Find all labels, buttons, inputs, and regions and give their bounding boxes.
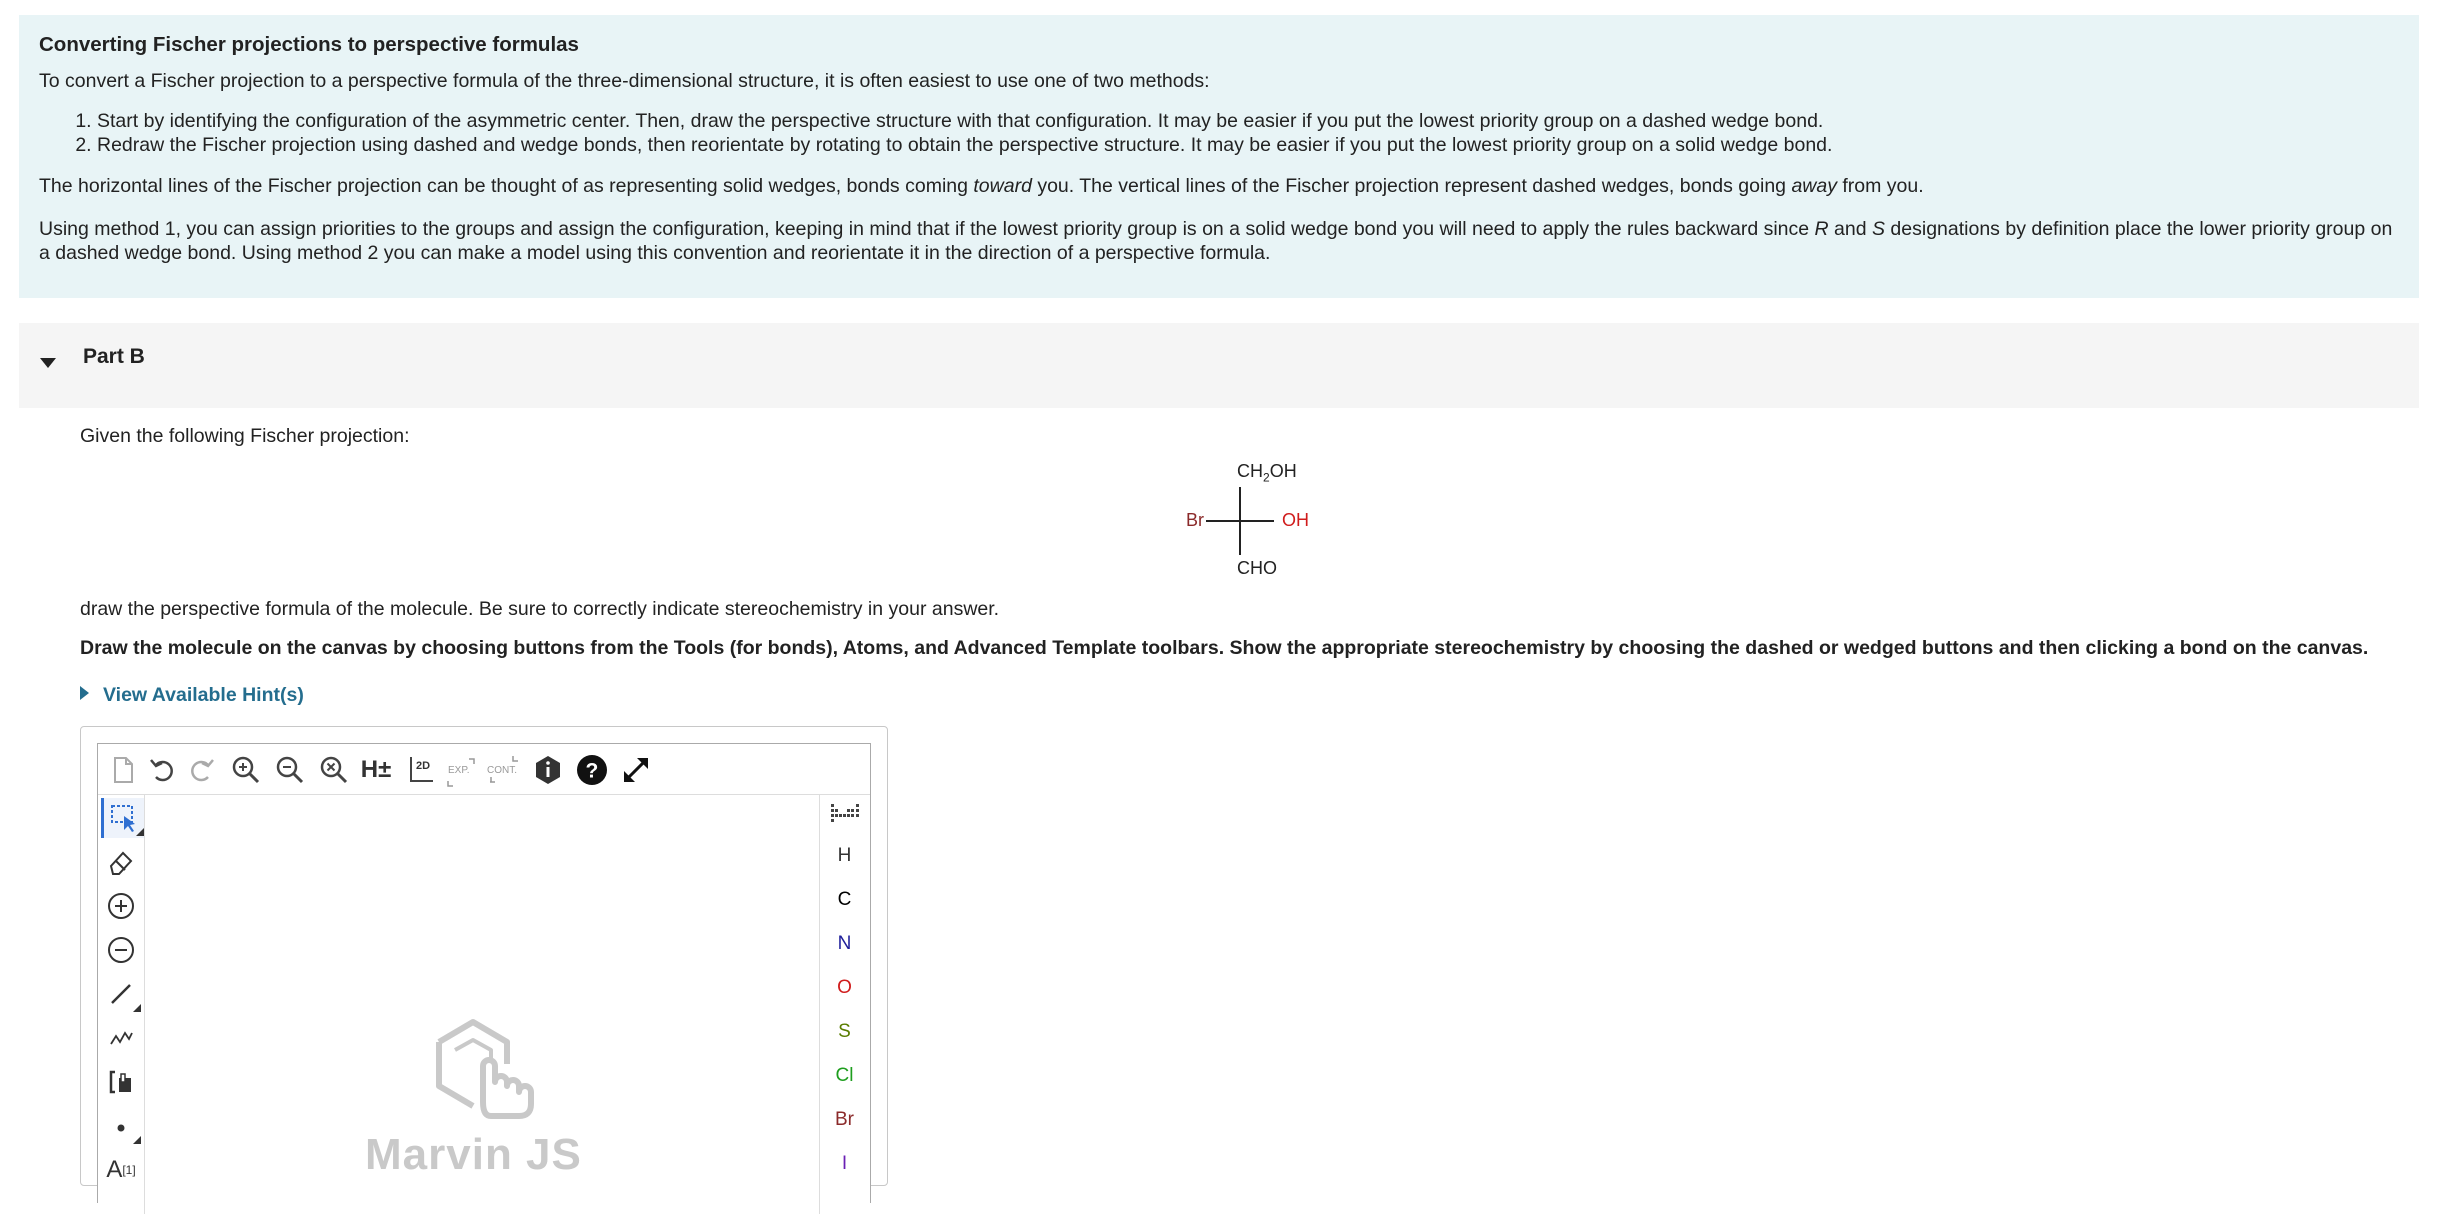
marvin-watermark: Marvin JS	[365, 1130, 582, 1179]
editor-frame	[80, 726, 888, 1186]
intro-title: Converting Fischer projections to perspective formulas	[39, 33, 579, 56]
expand-caret-icon	[80, 686, 89, 700]
help-icon[interactable]	[574, 752, 610, 788]
brackets-tool-icon[interactable]	[101, 1062, 141, 1102]
atom-button-h[interactable]: H	[837, 845, 852, 866]
fischer-projection	[1170, 455, 1310, 587]
svg-text:CONT.: CONT.	[487, 765, 517, 776]
draw-instruction: draw the perspective formula of the molecule. Be sure to correctly indicate stereochemistry in your answer.	[80, 598, 1000, 620]
atom-button-s[interactable]: S	[838, 1021, 851, 1042]
new-document-icon[interactable]	[104, 752, 140, 788]
marvin-logo-icon	[425, 1004, 545, 1124]
method-item: 1. Start by identifying the configuration of the asymmetric center. Then, draw the perspective structure with that configuration. It may be easier if you put the lowest priority group on a dashed wedge bond.	[97, 109, 2399, 133]
svg-text:2D: 2D	[416, 760, 431, 772]
methods-list	[39, 109, 2399, 157]
radical-tool-icon[interactable]	[101, 1106, 141, 1146]
part-label: Part B	[83, 345, 145, 368]
atom-button-br[interactable]: Br	[835, 1109, 854, 1130]
expand-groups-button[interactable]	[444, 752, 480, 788]
atom-button-i[interactable]: I	[841, 1153, 848, 1174]
increase-charge-icon[interactable]	[101, 886, 141, 926]
zoom-reset-icon[interactable]	[316, 752, 352, 788]
eraser-icon[interactable]	[101, 842, 141, 882]
fischer-right-group: OH	[1282, 510, 1309, 530]
svg-text:?: ?	[585, 759, 599, 783]
intro-box	[19, 15, 2419, 298]
contract-groups-button[interactable]	[486, 752, 522, 788]
intro-lead: To convert a Fischer projection to a perspective formula of the three-dimensional structure, it is often easiest to use one of two methods:	[39, 70, 1210, 92]
view-hints-link[interactable]: View Available Hint(s)	[80, 684, 304, 707]
zoom-in-icon[interactable]	[228, 752, 264, 788]
atom-button-c[interactable]: C	[837, 889, 852, 910]
method-item: 2. Redraw the Fischer projection using dashed and wedge bonds, then reorientate by rotating to obtain the perspective structure. It may be easier if you put the lowest priority group on a solid wedge bond.	[97, 133, 2399, 157]
left-toolbar	[98, 794, 144, 1214]
fischer-lines-paragraph: The horizontal lines of the Fischer projection can be thought of as representing solid wedges, bonds coming toward you. The vertical lines of the Fischer projection represent dashed wedges, bonds going away from you.	[39, 175, 1924, 197]
atom-button-o[interactable]: O	[837, 977, 852, 998]
toolbar-instruction: Draw the molecule on the canvas by choosing buttons from the Tools (for bonds), Atoms, and Advanced Template toolbars. Show the appropriate stereochemistry by choosing the dashed or wedged buttons and then clicking a bond on the canvas.	[80, 637, 2369, 659]
method-explanation-paragraph: Using method 1, you can assign priorities to the groups and assign the configuration, keeping in mind that if the lowest priority group is on a solid wedge bond you will need to apply the rules backward since R and S designations by definition place the lower priority group on a dashed wedge bond. Using method 2 you can make a model using this convention and reorientate it in the direction of a perspective formula.	[39, 218, 2393, 264]
selection-tool-icon[interactable]	[101, 798, 144, 838]
add-hydrogens-button[interactable]: H±	[360, 756, 392, 783]
fullscreen-icon[interactable]	[618, 752, 654, 788]
top-toolbar	[98, 744, 870, 795]
info-hexagon-icon[interactable]	[530, 752, 566, 788]
atom-button-n[interactable]: N	[837, 933, 852, 954]
fischer-top-group: $CH_2OH$	[1237, 461, 1297, 485]
undo-icon[interactable]	[144, 752, 180, 788]
given-text: Given the following Fischer projection:	[80, 425, 410, 447]
decrease-charge-icon[interactable]	[101, 930, 141, 970]
svg-text:EXP.: EXP.	[448, 765, 470, 776]
marvin-editor	[97, 743, 871, 1203]
part-b-header[interactable]	[19, 323, 2419, 408]
clean-2d-button[interactable]	[402, 752, 438, 788]
redo-icon[interactable]	[184, 752, 220, 788]
fischer-left-group: Br	[1186, 510, 1204, 530]
collapse-caret-icon[interactable]	[40, 358, 56, 368]
single-bond-icon[interactable]	[101, 974, 141, 1014]
atom-button-cl[interactable]: Cl	[835, 1065, 854, 1086]
drawing-canvas[interactable]	[144, 794, 820, 1214]
atoms-toolbar	[819, 794, 870, 1214]
zoom-out-icon[interactable]	[272, 752, 308, 788]
chain-tool-icon[interactable]	[101, 1018, 141, 1058]
text-tool-icon[interactable]: A [1]	[106, 1156, 136, 1183]
fischer-bottom-group: CHO	[1237, 558, 1277, 578]
periodic-table-icon[interactable]	[819, 794, 870, 830]
